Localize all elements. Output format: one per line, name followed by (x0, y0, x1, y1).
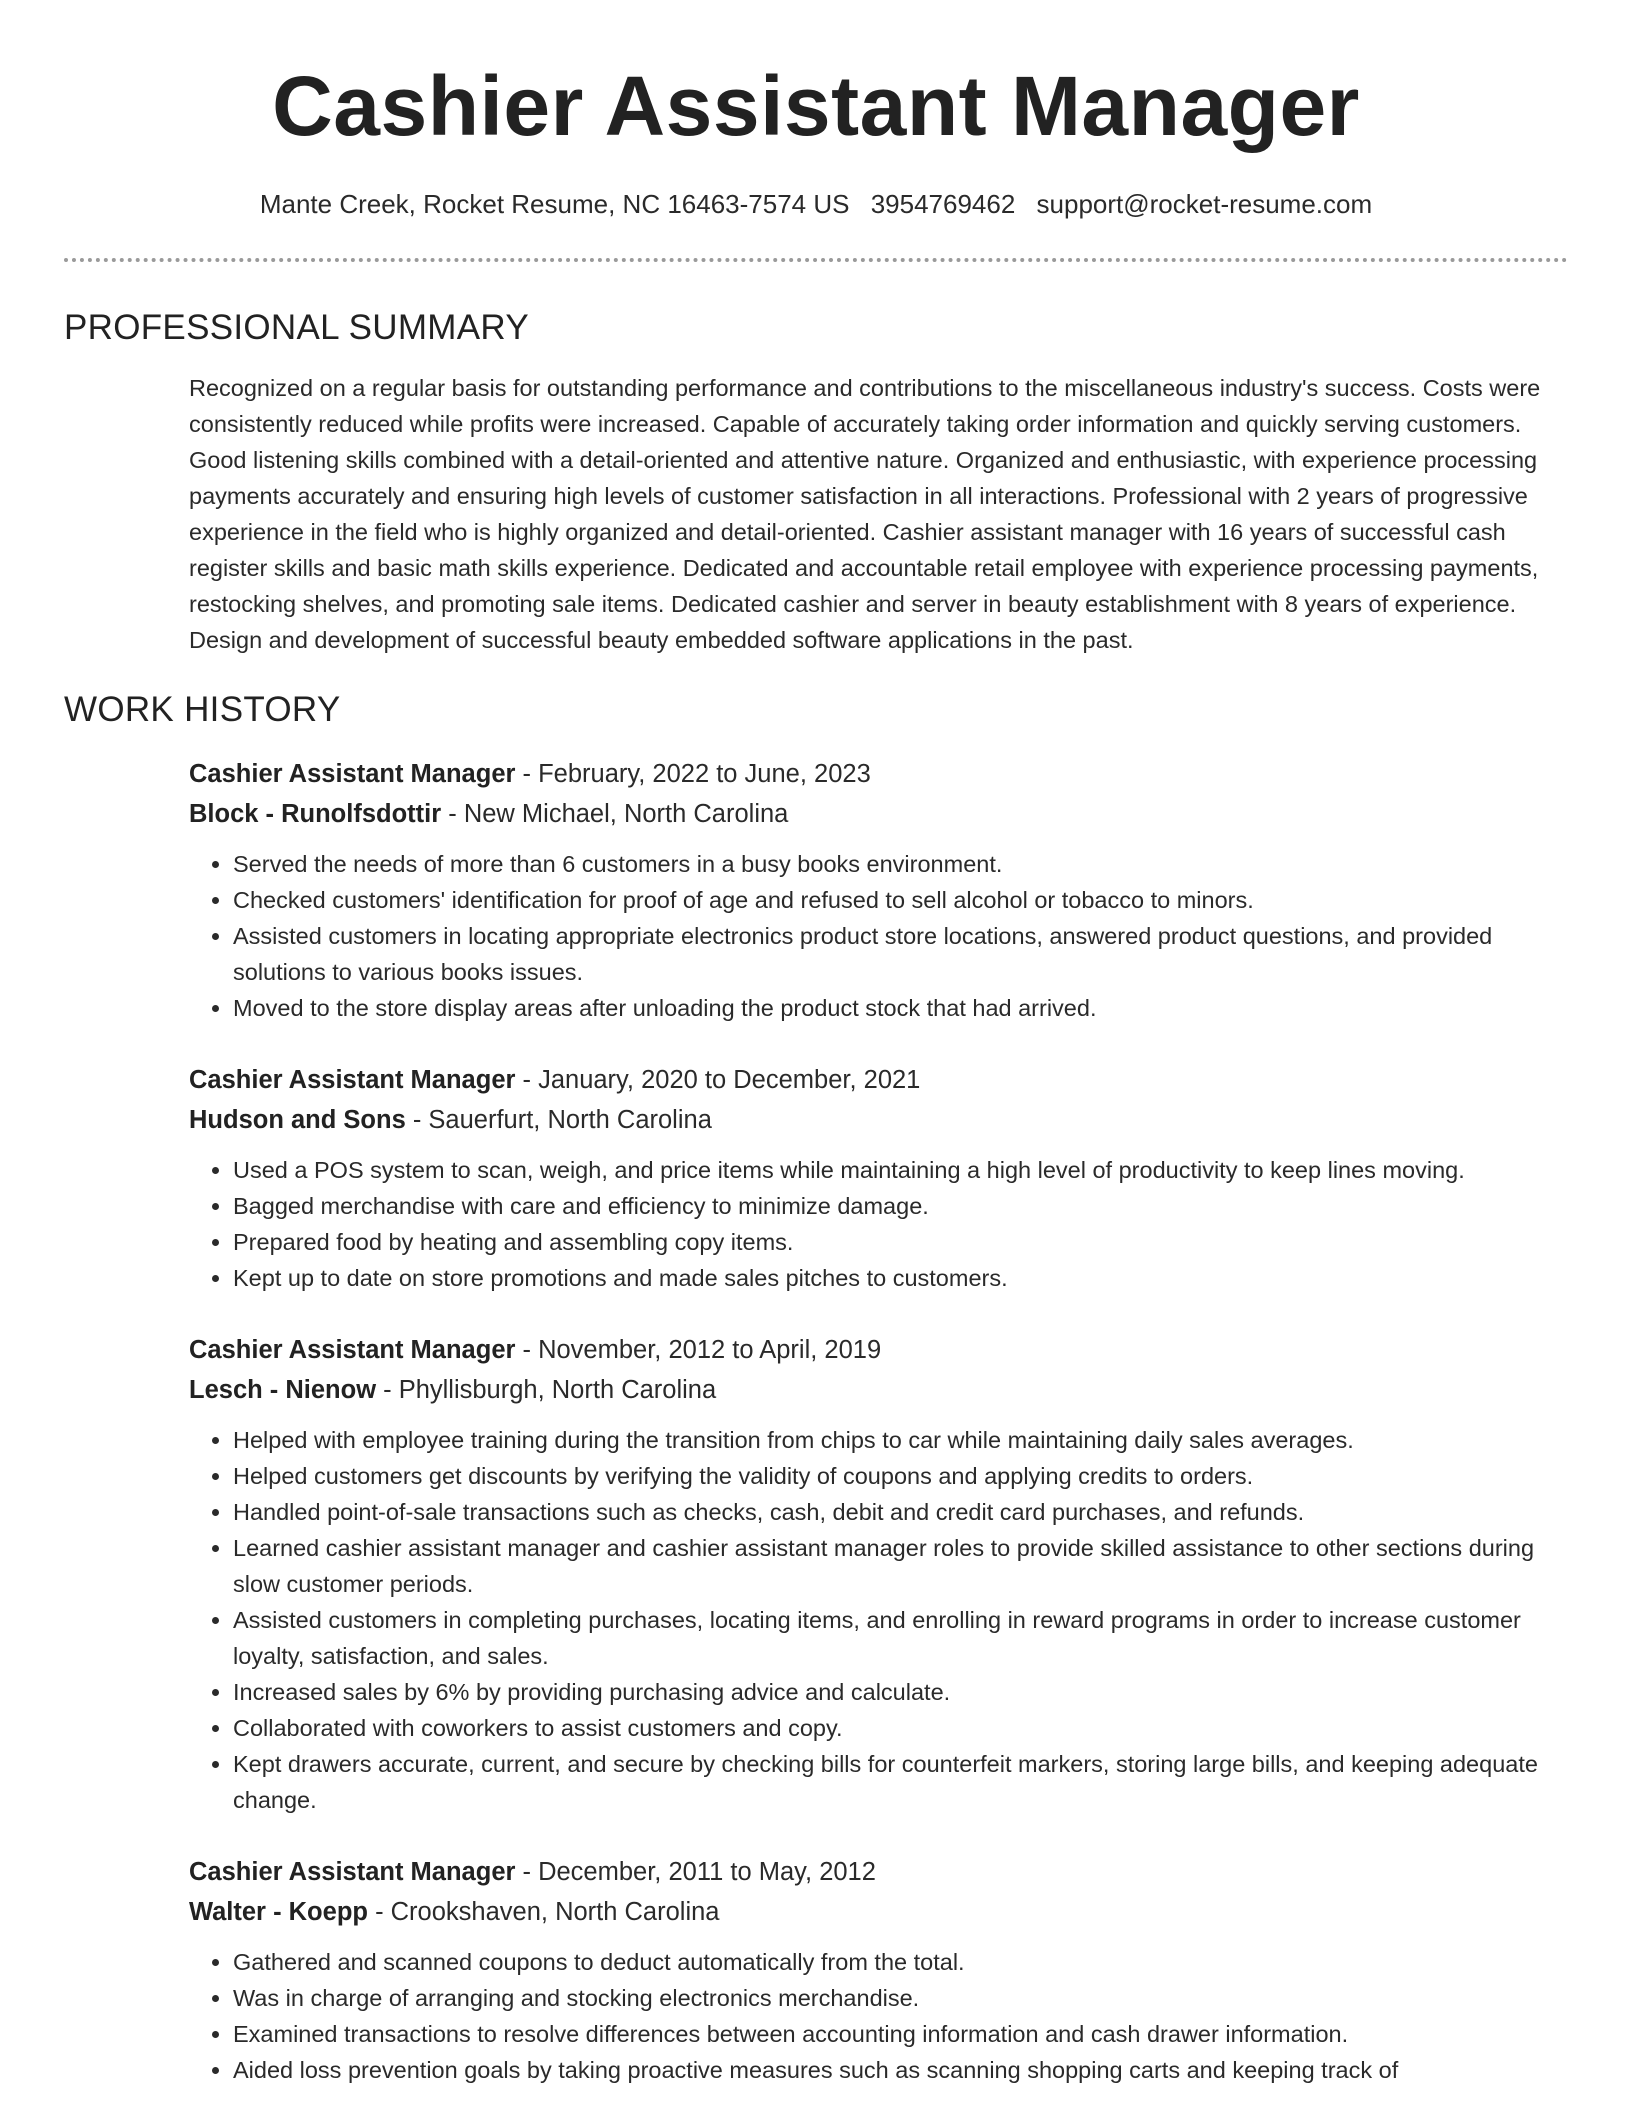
contact-phone: 3954769462 (870, 189, 1016, 219)
job-bullet: • Helped with employee training during the transition from chips to car while maintaining daily sales averages. (233, 1422, 1568, 1458)
job-bullets (189, 846, 1568, 1026)
job-bullets (189, 1152, 1568, 1296)
job-title-line (189, 1060, 1568, 1100)
job-company-line (189, 794, 1568, 834)
job-location: - Sauerfurt, North Carolina (405, 1106, 712, 1134)
job-bullets (189, 1422, 1568, 1818)
job-company-line (189, 1370, 1568, 1410)
job-dates: - December, 2011 to May, 2012 (515, 1858, 876, 1886)
job-dates: - January, 2020 to December, 2021 (515, 1066, 921, 1094)
contact-email: support@rocket-resume.com (1036, 189, 1373, 219)
job-title-line (189, 754, 1568, 794)
header-divider (64, 258, 1568, 262)
job-bullet: • Handled point-of-sale transactions such as checks, cash, debit and credit card purchases, and refunds. (233, 1494, 1568, 1530)
job-bullet: • Assisted customers in completing purchases, locating items, and enrolling in reward programs in order to increase customer loyalty, satisfaction, and sales. (233, 1602, 1568, 1674)
job-bullet: • Aided loss prevention goals by taking proactive measures such as scanning shopping carts and keeping track of (233, 2052, 1568, 2088)
job-bullet: • Was in charge of arranging and stocking electronics merchandise. (233, 1980, 1568, 2016)
job-entry (189, 1060, 1568, 1296)
job-location: - Phyllisburgh, North Carolina (376, 1376, 717, 1404)
job-bullet: • Bagged merchandise with care and efficiency to minimize damage. (233, 1188, 1568, 1224)
contact-address: Mante Creek, Rocket Resume, NC 16463-7574 US (259, 189, 850, 219)
job-bullet: • Served the needs of more than 6 customers in a busy books environment. (233, 846, 1568, 882)
job-bullet: • Helped customers get discounts by verifying the validity of coupons and applying credits to orders. (233, 1458, 1568, 1494)
job-role: Cashier Assistant Manager (189, 1858, 516, 1886)
job-role: Cashier Assistant Manager (189, 1336, 516, 1364)
professional-summary-section (0, 306, 1632, 658)
job-location: - Crookshaven, North Carolina (367, 1898, 720, 1926)
job-company: Walter - Koepp (189, 1898, 368, 1926)
summary-text: Recognized on a regular basis for outstanding performance and contributions to the miscellaneous industry's success. Costs were consistently reduced while profits were increased. Capable of accurately taking order information and quickly serving customers. Good listening skills combined with a detail-oriented and attentive nature. Organized and enthusiastic, with experience processing payments accurately and ensuring high levels of customer satisfaction in all interactions. Professional with 2 years of progressive experience in the field who is highly organized and detail-oriented. Cashier assistant manager with 16 years of successful cash register skills and basic math skills experience. Dedicated and accountable retail employee with experience processing payments, restocking shelves, and promoting sale items. Dedicated cashier and server in beauty establishment with 8 years of experience. Design and development of successful beauty embedded software applications in the past. (189, 375, 1541, 653)
job-bullet: • Kept up to date on store promotions and made sales pitches to customers. (233, 1260, 1568, 1296)
job-bullet: • Gathered and scanned coupons to deduct automatically from the total. (233, 1944, 1568, 1980)
section-title-summary: PROFESSIONAL SUMMARY (64, 308, 529, 347)
work-history-section (0, 688, 1632, 2088)
job-entry (189, 754, 1568, 1026)
job-bullet: • Assisted customers in locating appropriate electronics product store locations, answered product questions, and provided solutions to various books issues. (233, 918, 1568, 990)
job-company: Block - Runolfsdottir (189, 800, 442, 828)
contact-line (0, 186, 1632, 222)
job-bullet: • Kept drawers accurate, current, and secure by checking bills for counterfeit markers, storing large bills, and keeping adequate change. (233, 1746, 1568, 1818)
resume-header (0, 0, 1632, 222)
job-bullet: • Moved to the store display areas after unloading the product stock that had arrived. (233, 990, 1568, 1026)
job-entry (189, 1852, 1568, 2088)
job-bullet: • Prepared food by heating and assembling copy items. (233, 1224, 1568, 1260)
job-dates: - November, 2012 to April, 2019 (515, 1336, 882, 1364)
job-company: Lesch - Nienow (189, 1376, 377, 1404)
section-title-work: WORK HISTORY (64, 690, 341, 729)
job-bullet: • Learned cashier assistant manager and cashier assistant manager roles to provide skilled assistance to other sections during slow customer periods. (233, 1530, 1568, 1602)
job-role: Cashier Assistant Manager (189, 760, 516, 788)
job-bullet: • Checked customers' identification for proof of age and refused to sell alcohol or tobacco to minors. (233, 882, 1568, 918)
job-bullet: • Collaborated with coworkers to assist customers and copy. (233, 1710, 1568, 1746)
job-bullet: • Examined transactions to resolve differences between accounting information and cash drawer information. (233, 2016, 1568, 2052)
candidate-name: Cashier Assistant Manager (272, 59, 1360, 153)
job-entry (189, 1330, 1568, 1818)
job-bullet: • Increased sales by 6% by providing purchasing advice and calculate. (233, 1674, 1568, 1710)
job-bullet: • Used a POS system to scan, weigh, and price items while maintaining a high level of productivity to keep lines moving. (233, 1152, 1568, 1188)
job-company-line (189, 1892, 1568, 1932)
job-company-line (189, 1100, 1568, 1140)
job-location: - New Michael, North Carolina (441, 800, 789, 828)
job-dates: - February, 2022 to June, 2023 (515, 760, 871, 788)
job-role: Cashier Assistant Manager (189, 1066, 516, 1094)
job-title-line (189, 1330, 1568, 1370)
job-company: Hudson and Sons (189, 1106, 406, 1134)
job-title-line (189, 1852, 1568, 1892)
job-bullets (189, 1944, 1568, 2088)
